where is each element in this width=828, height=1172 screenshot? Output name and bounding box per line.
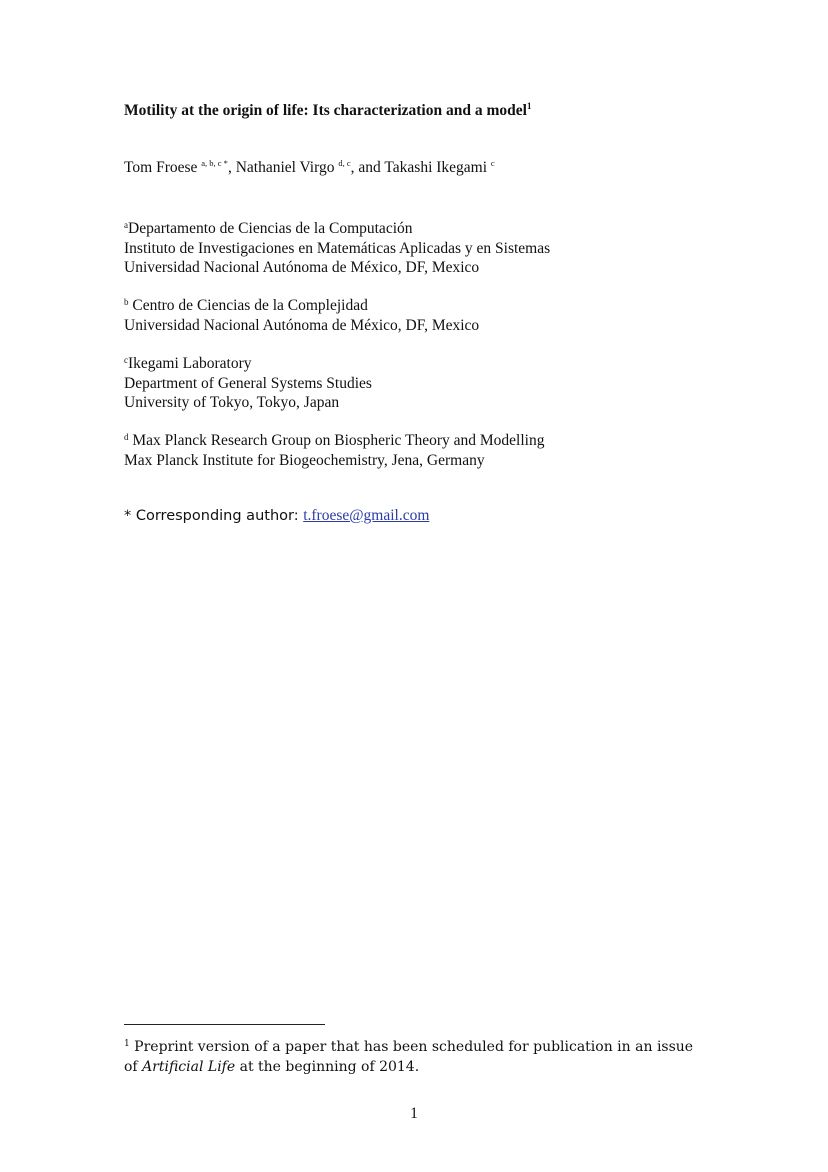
author-list xyxy=(124,158,495,177)
email-link[interactable]: t.froese@gmail.com xyxy=(303,507,430,524)
affiliation-line: Universidad Nacional Autónoma de México, DF, Mexico xyxy=(124,316,480,334)
author-separator: , and xyxy=(350,159,385,176)
title-text: Motility at the origin of life: Its characterization and a model xyxy=(124,102,527,119)
footnote-text: Preprint version of a paper that has been scheduled for publication in an issue xyxy=(129,1039,694,1055)
affiliation-mark: b xyxy=(124,297,129,307)
author-name: Tom Froese xyxy=(124,159,198,176)
paper-title xyxy=(124,101,531,120)
corresponding-author xyxy=(124,507,429,525)
author-marks: c xyxy=(490,158,495,168)
affiliation-mark: c xyxy=(124,355,128,365)
affiliation-b xyxy=(124,293,479,335)
footnote-divider xyxy=(124,1024,325,1025)
affiliation-line: Max Planck Institute for Biogeochemistry, Jena, Germany xyxy=(124,451,485,469)
journal-name: Artificial Life xyxy=(142,1059,236,1075)
affiliation-a xyxy=(124,216,550,278)
author-separator: , xyxy=(227,159,236,176)
affiliation-line: Universidad Nacional Autónoma de México, DF, Mexico xyxy=(124,259,480,276)
footnote-text: at the beginning of 2014. xyxy=(235,1059,420,1075)
affiliation-line: Department of General Systems Studies xyxy=(124,374,372,392)
affiliation-mark: a xyxy=(124,220,128,230)
footnote-mark: 1 xyxy=(124,1039,130,1049)
title-footnote-mark: 1 xyxy=(526,101,532,111)
footnote-text: of xyxy=(124,1059,143,1075)
affiliation-c xyxy=(124,351,372,413)
author-marks: a, b, c * xyxy=(201,158,228,168)
affiliation-line: Instituto de Investigaciones en Matemáticas Aplicadas y en Sistemas xyxy=(124,239,551,257)
page-number: 1 xyxy=(410,1105,418,1122)
author-name: Nathaniel Virgo xyxy=(235,159,335,176)
affiliation-line: University of Tokyo, Tokyo, Japan xyxy=(124,394,340,411)
footnote xyxy=(124,1034,693,1077)
author-marks: d, c xyxy=(338,158,351,168)
author-name: Takashi Ikegami xyxy=(384,159,488,176)
corresponding-label: * Corresponding author: xyxy=(124,508,304,524)
affiliation-line: Max Planck Research Group on Biospheric Theory and Modelling xyxy=(132,432,545,449)
affiliation-d xyxy=(124,428,544,470)
affiliation-mark: d xyxy=(124,432,129,442)
affiliation-line: Ikegami Laboratory xyxy=(128,355,252,372)
affiliation-line: Centro de Ciencias de la Complejidad xyxy=(132,297,368,314)
affiliation-line: Departamento de Ciencias de la Computación xyxy=(128,220,413,237)
